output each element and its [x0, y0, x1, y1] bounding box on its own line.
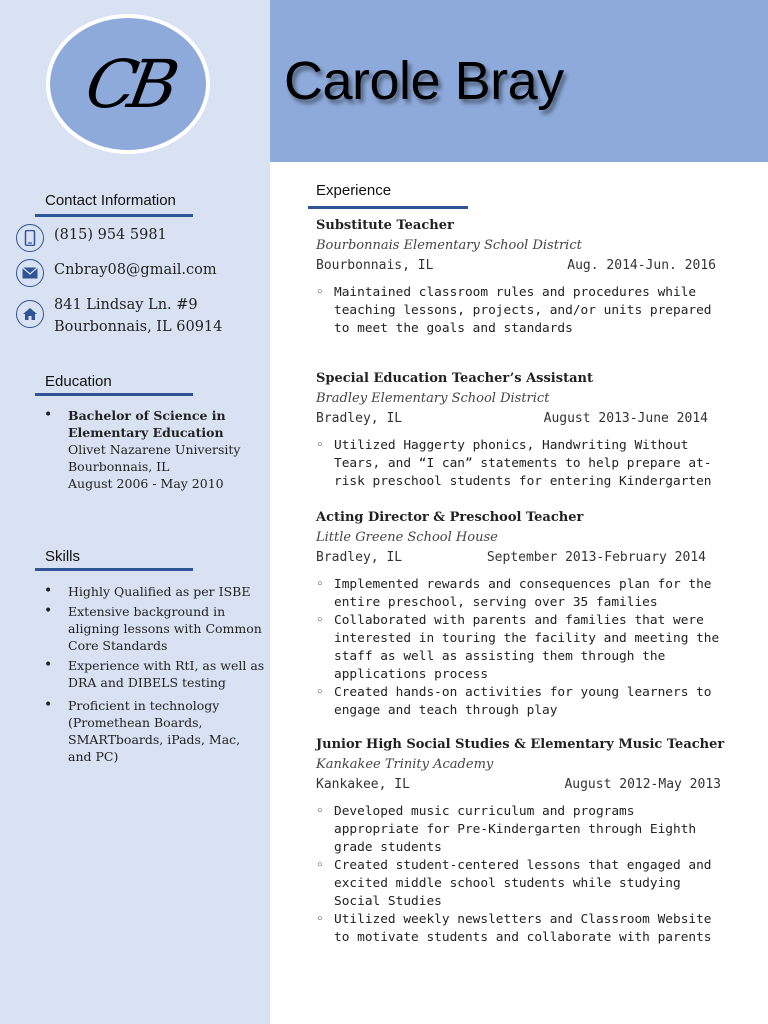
school-name: Olivet Nazarene University [68, 442, 241, 457]
job-bullets [316, 803, 726, 947]
contact-phone-row [16, 224, 167, 252]
job-location-row [316, 409, 726, 429]
experience-heading: Experience [316, 182, 392, 199]
job-entry [316, 369, 726, 491]
job-bullet: ◦ Created hands-on activities for young learners to engage and teach through play [316, 684, 726, 720]
skills-rule [35, 568, 193, 571]
job-entry [316, 508, 726, 720]
education-rule [35, 393, 193, 396]
job-bullet: ◦ Created student-centered lessons that engaged and excited middle school students while studying Social Studies [316, 857, 726, 911]
address-line-1: 841 Lindsay Ln. #9 [54, 297, 198, 313]
job-title: Substitute Teacher [316, 218, 454, 233]
degree-line-1: • Bachelor of Science in [68, 408, 226, 423]
job-bullet: ◦ Utilized Haggerty phonics, Handwriting Without Tears, and “I can” statements to help prepare at-risk preschool students for entering Kindergarten [316, 437, 726, 491]
job-location-row [316, 775, 726, 795]
job-organization: Bradley Elementary School District [316, 391, 550, 406]
job-title: Acting Director & Preschool Teacher [316, 510, 584, 525]
job-entry [316, 216, 726, 338]
job-location-row [316, 256, 726, 276]
envelope-icon [16, 259, 44, 287]
job-location: Bradley, IL [316, 411, 403, 426]
skill-item: • Extensive background in aligning lessons with Common Core Standards [44, 603, 266, 654]
skill-item: • Highly Qualified as per ISBE [44, 583, 266, 600]
skill-item: • Experience with RtI, as well as DRA and DIBELS testing [44, 657, 266, 691]
skill-item: • Proficient in technology (Promethean Boards, SMARTboards, iPads, Mac, and PC) [44, 697, 266, 765]
job-location-row [316, 548, 726, 568]
job-organization: Bourbonnais Elementary School District [316, 238, 582, 253]
job-entry [316, 735, 726, 947]
skills-list [44, 583, 266, 765]
job-bullets [316, 284, 726, 338]
job-bullet: ◦ Utilized weekly newsletters and Classroom Website to motivate students and collaborate with parents [316, 911, 726, 947]
school-location: Bourbonnais, IL [68, 459, 170, 474]
job-dates: Aug. 2014-Jun. 2016 [567, 258, 716, 273]
education-heading: Education [45, 373, 112, 390]
email-address: Cnbray08@gmail.com [54, 262, 217, 278]
page-title: Carole Bray [284, 51, 564, 111]
job-organization: Little Greene School House [316, 530, 498, 545]
job-dates: August 2012-May 2013 [564, 777, 721, 792]
education-list [44, 407, 266, 492]
contact-address-row [16, 294, 222, 338]
job-bullet: ◦ Implemented rewards and consequences plan for the entire preschool, serving over 35 families [316, 576, 726, 612]
education-item [44, 407, 266, 492]
skills-heading: Skills [45, 548, 81, 565]
phone-number: (815) 954 5981 [54, 227, 167, 243]
job-location: Bourbonnais, IL [316, 258, 434, 273]
job-organization: Kankakee Trinity Academy [316, 757, 494, 772]
school-dates: August 2006 - May 2010 [68, 476, 224, 491]
job-location: Kankakee, IL [316, 777, 410, 792]
home-icon [16, 300, 44, 328]
address-line-2: Bourbonnais, IL 60914 [54, 319, 223, 335]
experience-rule [308, 206, 468, 209]
job-title: Junior High Social Studies & Elementary Music Teacher [316, 737, 725, 752]
degree-line-2: Elementary Education [68, 425, 224, 440]
monogram-logo [46, 14, 210, 154]
job-location: Bradley, IL [316, 550, 403, 565]
job-title: Special Education Teacher’s Assistant [316, 371, 593, 386]
contact-heading: Contact Information [45, 192, 176, 209]
job-bullets [316, 576, 726, 720]
job-bullet: ◦ Developed music curriculum and programs appropriate for Pre-Kindergarten through Eighth grade students [316, 803, 726, 857]
contact-email-row [16, 259, 217, 287]
monogram-text: CB [79, 45, 177, 123]
phone-icon [16, 224, 44, 252]
job-bullets [316, 437, 726, 491]
address-block [54, 294, 222, 338]
job-dates: August 2013-June 2014 [543, 411, 708, 426]
job-bullet: ◦ Collaborated with parents and families that were interested in touring the facility and meeting the staff as well as assisting them through the applications process [316, 612, 726, 684]
contact-rule [35, 214, 193, 217]
job-bullet: ◦ Maintained classroom rules and procedures while teaching lessons, projects, and/or units prepared to meet the goals and standards [316, 284, 726, 338]
job-dates: September 2013-February 2014 [486, 550, 706, 565]
